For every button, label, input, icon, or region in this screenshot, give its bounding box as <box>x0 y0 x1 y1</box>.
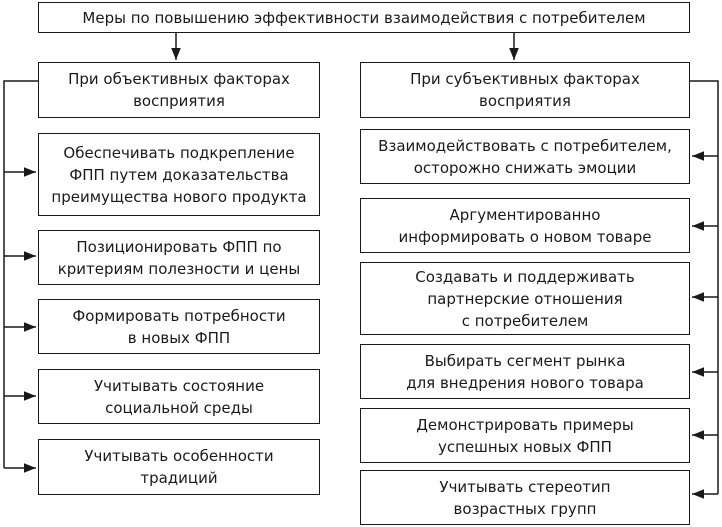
right-item-box-1 <box>360 129 690 184</box>
right-item-box-5 <box>360 408 690 463</box>
right-item-text-4: Выбирать сегмент рынка для внедрения нового товара <box>406 351 644 392</box>
right-item-text-1: Взаимодействовать с потребителем, осторожно снижать эмоции <box>378 136 672 177</box>
right-header-box <box>360 62 690 118</box>
right-header-text: При субъективных факторах восприятия <box>410 70 640 110</box>
left-item-box-5 <box>38 439 320 495</box>
left-item-box-2 <box>38 230 320 285</box>
right-bus-line <box>690 81 718 494</box>
left-item-box-4 <box>38 369 320 424</box>
title-box <box>38 2 690 33</box>
left-header-text: При объективных факторах восприятия <box>68 70 290 110</box>
left-header-box <box>38 62 320 118</box>
right-item-text-5: Демонстрировать примеры успешных новых ФПП <box>416 415 634 456</box>
right-item-box-4 <box>360 344 690 399</box>
left-item-text-4: Учитывать состояние социальной среды <box>93 376 265 417</box>
left-item-text-2: Позиционировать ФПП по критериям полезности и цены <box>57 237 301 278</box>
left-item-box-3 <box>38 299 320 354</box>
right-item-box-2 <box>360 198 690 253</box>
left-item-text-1: Обеспечивать подкрепление ФПП путем доказательства преимущества нового продукта <box>51 143 307 206</box>
right-item-text-6: Учитывать стереотип возрастных групп <box>439 477 611 518</box>
left-item-box-1 <box>38 133 320 216</box>
left-item-text-5: Учитывать особенности традиций <box>84 447 274 487</box>
left-bus-line <box>4 81 38 468</box>
title-text: Меры по повышению эффективности взаимодействия с потребителем <box>82 8 646 27</box>
right-item-box-6 <box>360 470 690 525</box>
right-item-box-3 <box>360 262 690 335</box>
right-item-text-3: Создавать и поддерживать партнерские отношения с потребителем <box>415 267 635 330</box>
right-item-text-2: Аргументированно информировать о новом товаре <box>398 205 652 246</box>
left-item-text-3: Формировать потребности в новых ФПП <box>72 306 286 347</box>
